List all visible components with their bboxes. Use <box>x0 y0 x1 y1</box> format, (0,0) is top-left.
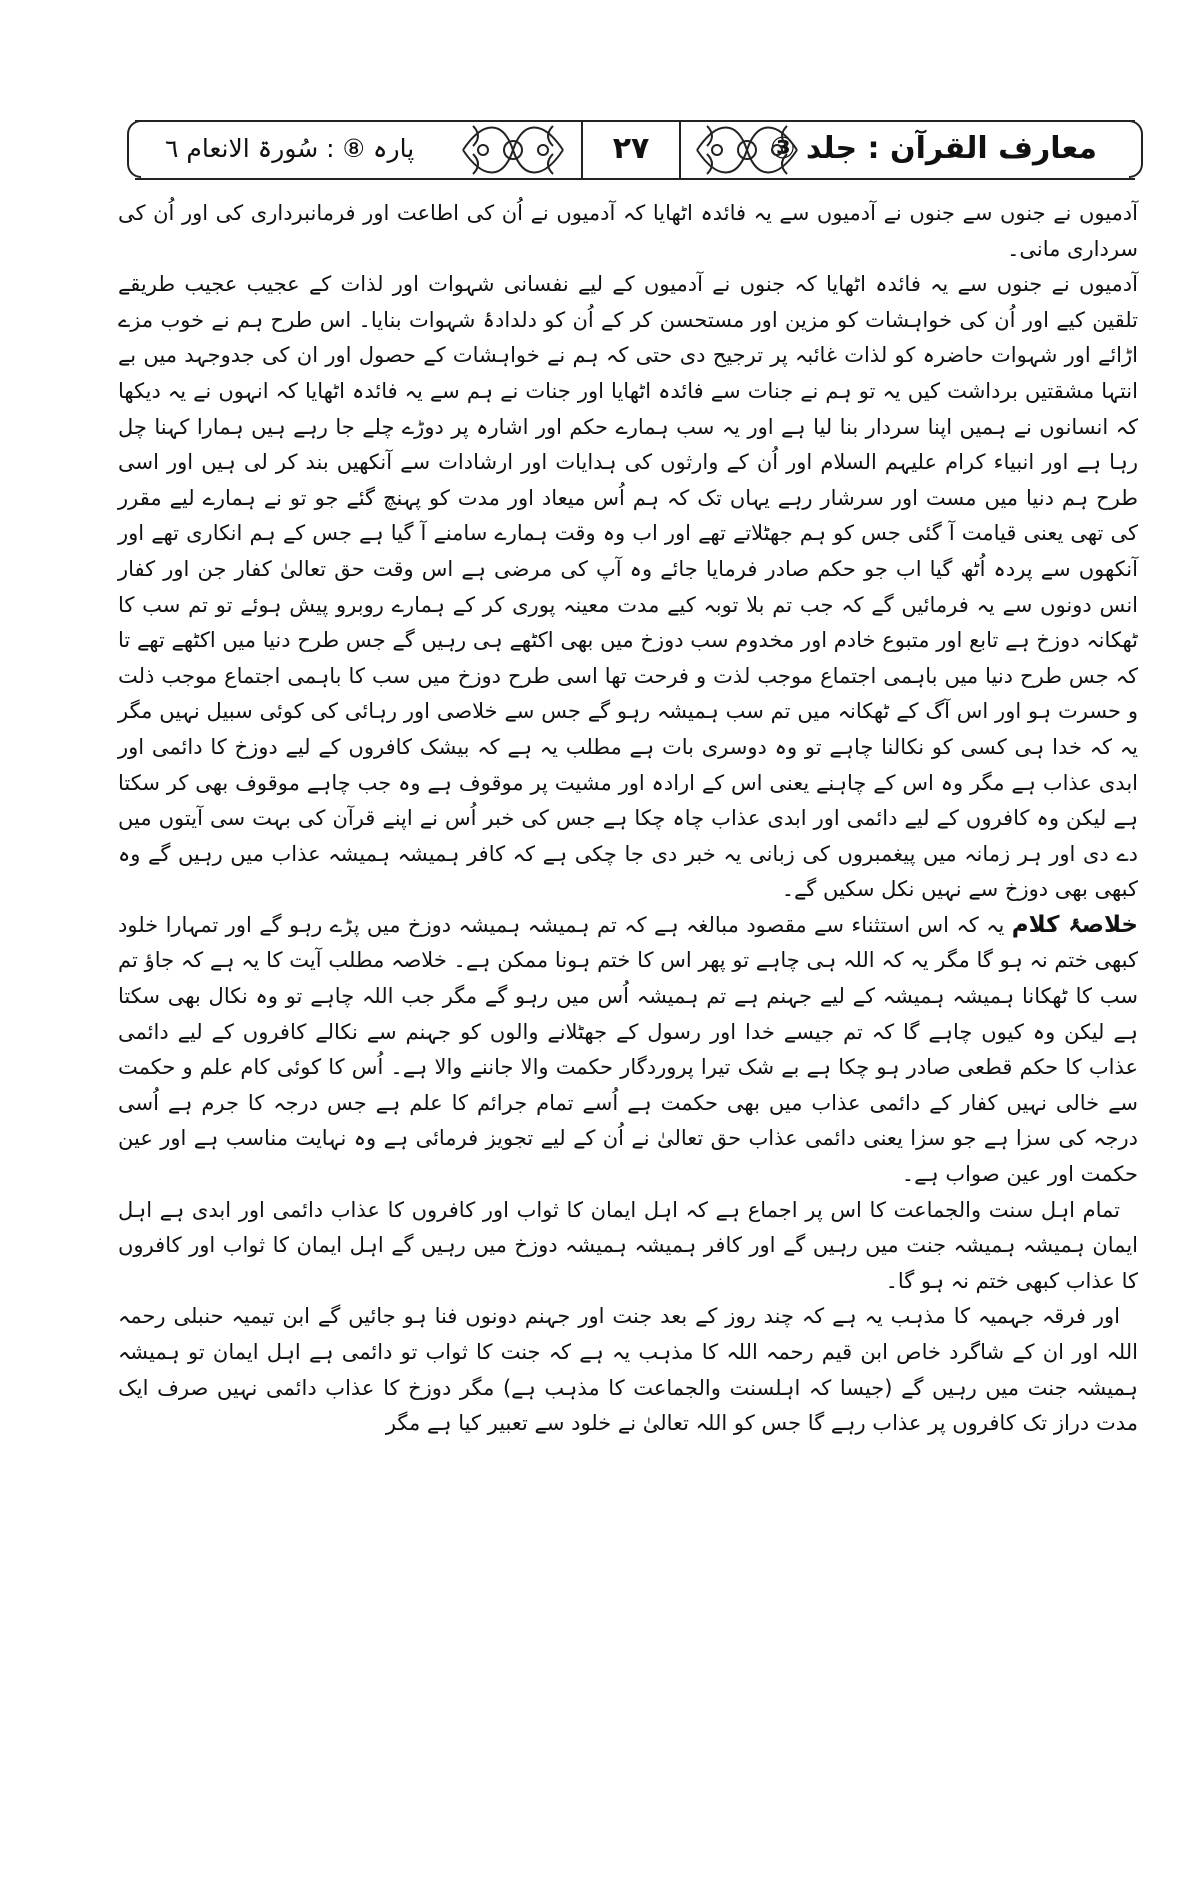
paragraph-text: اور فرقہ جہمیہ کا مذہب یہ ہے کہ چند روز کے بعد جنت اور جہنم دونوں فنا ہو جائیں گے ابن تیمیہ حنبلی رحمہ اللہ اور ان کے شاگرد خاص ابن قیم رحمہ اللہ کا مذہب یہ ہے کہ جنت کا ثواب تو دائمی ہے اہل ایمان تو ہمیشہ ہمیشہ جنت میں رہیں گے (جیسا کہ اہلسنت والجماعت کا مذہب ہے) مگر دوزخ کا عذاب دائمی نہیں صرف ایک مدت دراز تک کافروں پر عذاب رہے گا جس کو اللہ تعالیٰ نے خلود سے تعبیر کیا ہے مگر <box>118 1304 1138 1436</box>
page-number: ۲۷ <box>581 120 681 178</box>
paragraph <box>118 196 1138 267</box>
header-border-left <box>127 120 141 178</box>
paragraph <box>118 908 1138 1193</box>
paragraph <box>118 1193 1138 1300</box>
paragraph-text: آدمیوں نے جنوں سے یہ فائدہ اٹھایا کہ جنوں نے آدمیوں کے لیے نفسانی شہوات اور لذات کے عجیب عجیب طریقے تلقین کیے اور اُن کی خواہشات کو مزین اور مستحسن کر کے اُن کو دلدادۂ شہوات بنایا۔ اس طرح ہم نے خوب مزے اڑائے اور شہوات حاضرہ کو لذات غائبہ پر ترجیح دی حتی کہ ہم نے خواہشات کے حصول اور ان کی جدوجہد میں بے انتہا مشقتیں برداشت کیں یہ تو ہم نے جنات سے فائدہ اٹھایا اور جنات نے ہم سے یہ فائدہ اٹھایا کہ انہوں نے یہ دیکھا کہ انسانوں نے ہمیں اپنا سردار بنا لیا ہے اور یہ سب ہمارے حکم اور اشارہ پر دوڑے چلے جا رہے ہیں ہمارا کہنا چل رہا ہے اور انبیاء کرام علیہم السلام اور اُن کے وارثوں کی ہدایات اور ارشادات سے آنکھیں بند کر لی ہیں اور اسی طرح ہم دنیا میں مست اور سرشار رہے یہاں تک کہ ہم اُس میعاد اور مدت کو پہنچ گئے جو تو نے ہمارے لیے مقرر کی تھی یعنی قیامت آ گئی جس کو ہم جھٹلاتے تھے اور اب وہ وقت ہمارے سامنے آ گیا ہے جس کے ہم انکاری تھے اور آنکھوں سے پردہ اُٹھ گیا اب جو حکم صادر فرمایا جائے وہ آپ کی مرضی ہے اس وقت حق تعالیٰ کفار جن اور کفار انس دونوں سے یہ فرمائیں گے کہ جب تم بلا توبہ کیے مدت معینہ پوری کر کے ہمارے روبرو پیش ہوئے تو تم سب کا ٹھکانہ دوزخ ہے تابع اور متبوع خادم اور مخدوم سب دوزخ میں بھی اکٹھے ہی رہیں گے جس طرح دنیا میں اکٹھے تھے تا کہ جس طرح دنیا میں باہمی اجتماع موجب لذت و فرحت تھا اسی طرح دوزخ میں سب کا باہمی اجتماع موجب ذلت و حسرت ہو اور اس آگ کے ٹھکانہ میں تم سب ہمیشہ رہو گے جس سے خلاصی اور رہائی کی کوئی سبیل نہیں مگر یہ کہ خدا ہی کسی کو نکالنا چاہے تو وہ دوسری بات ہے مطلب یہ ہے کہ بیشک کافروں کے لیے دوزخ کا دائمی اور ابدی عذاب ہے مگر وہ اس کے چاہنے یعنی اس کے ارادہ اور مشیت پر موقوف ہے وہ جب چاہے موقوف بھی کر سکتا ہے لیکن وہ کافروں کے لیے دائمی اور ابدی عذاب چاہ چکا ہے جس کی خبر اُس نے اپنے قرآن کی بہت سی آیتوں میں دے دی اور ہر زمانہ میں پیغمبروں کی زبانی یہ خبر دی جا چکی ہے کہ کافر ہمیشہ ہمیشہ عذاب میں رہیں گے وہ کبھی بھی دوزخ سے نہیں نکل سکیں گے۔ <box>118 272 1138 902</box>
paragraph-text: تمام اہل سنت والجماعت کا اس پر اجماع ہے کہ اہل ایمان کا ثواب اور کافروں کا عذاب دائمی اور ابدی ہے اہل ایمان ہمیشہ ہمیشہ جنت میں رہیں گے اور کافر ہمیشہ ہمیشہ دوزخ میں رہیں گے اہل ایمان کا ثواب اور کافروں کا عذاب کبھی ختم نہ ہو گا۔ <box>118 1197 1138 1293</box>
paragraph-text: آدمیوں نے جنوں سے جنوں نے آدمیوں سے یہ فائدہ اٹھایا کہ آدمیوں نے اُن کی اطاعت اور فرمانبرداری کی اور اُن کی سرداری مانی۔ <box>118 201 1138 261</box>
header-rule-bottom <box>135 178 1135 180</box>
paragraph <box>118 1299 1138 1441</box>
page-header <box>135 118 1135 182</box>
ornament-icon <box>453 112 573 188</box>
body-text <box>118 196 1138 1442</box>
section-label: خلاصۂ کلام <box>1011 911 1138 938</box>
ornament-icon <box>687 112 807 188</box>
paragraph <box>118 267 1138 908</box>
sura-label: پارہ ⑧ : سُورۃ الانعام ٦ <box>165 134 415 163</box>
book-title: معارف القرآن : جلد ③ <box>770 131 1097 166</box>
paragraph-text: یہ کہ اس استثناء سے مقصود مبالغہ ہے کہ تم ہمیشہ ہمیشہ دوزخ میں پڑے رہو گے اور تمہارا خلود کبھی ختم نہ ہو گا مگر یہ کہ اللہ ہی چاہے تو پھر اس کا ختم ہونا ممکن ہے۔ خلاصہ مطلب آیت کا یہ ہے کہ جاؤ تم سب کا ٹھکانا ہمیشہ ہمیشہ کے لیے جہنم ہے تم ہمیشہ اُس میں رہو گے مگر جب اللہ چاہے تو وہ نکال بھی سکتا ہے لیکن وہ کیوں چاہے گا کہ تم جیسے خدا اور رسول کے جھٹلانے والوں کو جہنم سے نکالے کافروں کے لیے دائمی عذاب کا حکم قطعی صادر ہو چکا ہے بے شک تیرا پروردگار حکمت والا جاننے والا ہے۔ اُس کا کوئی کام علم و حکمت سے خالی نہیں کفار کے دائمی عذاب میں بھی حکمت ہے اُسے تمام جرائم کا علم ہے جس درجہ کا جرم ہے اُسی درجہ کی سزا ہے جو سزا یعنی دائمی عذاب حق تعالیٰ نے اُن کے لیے تجویز فرمائی ہے وہ نہایت مناسب ہے اور عین حکمت اور عین صواب ہے۔ <box>118 912 1138 1187</box>
header-border-right <box>1129 120 1143 178</box>
